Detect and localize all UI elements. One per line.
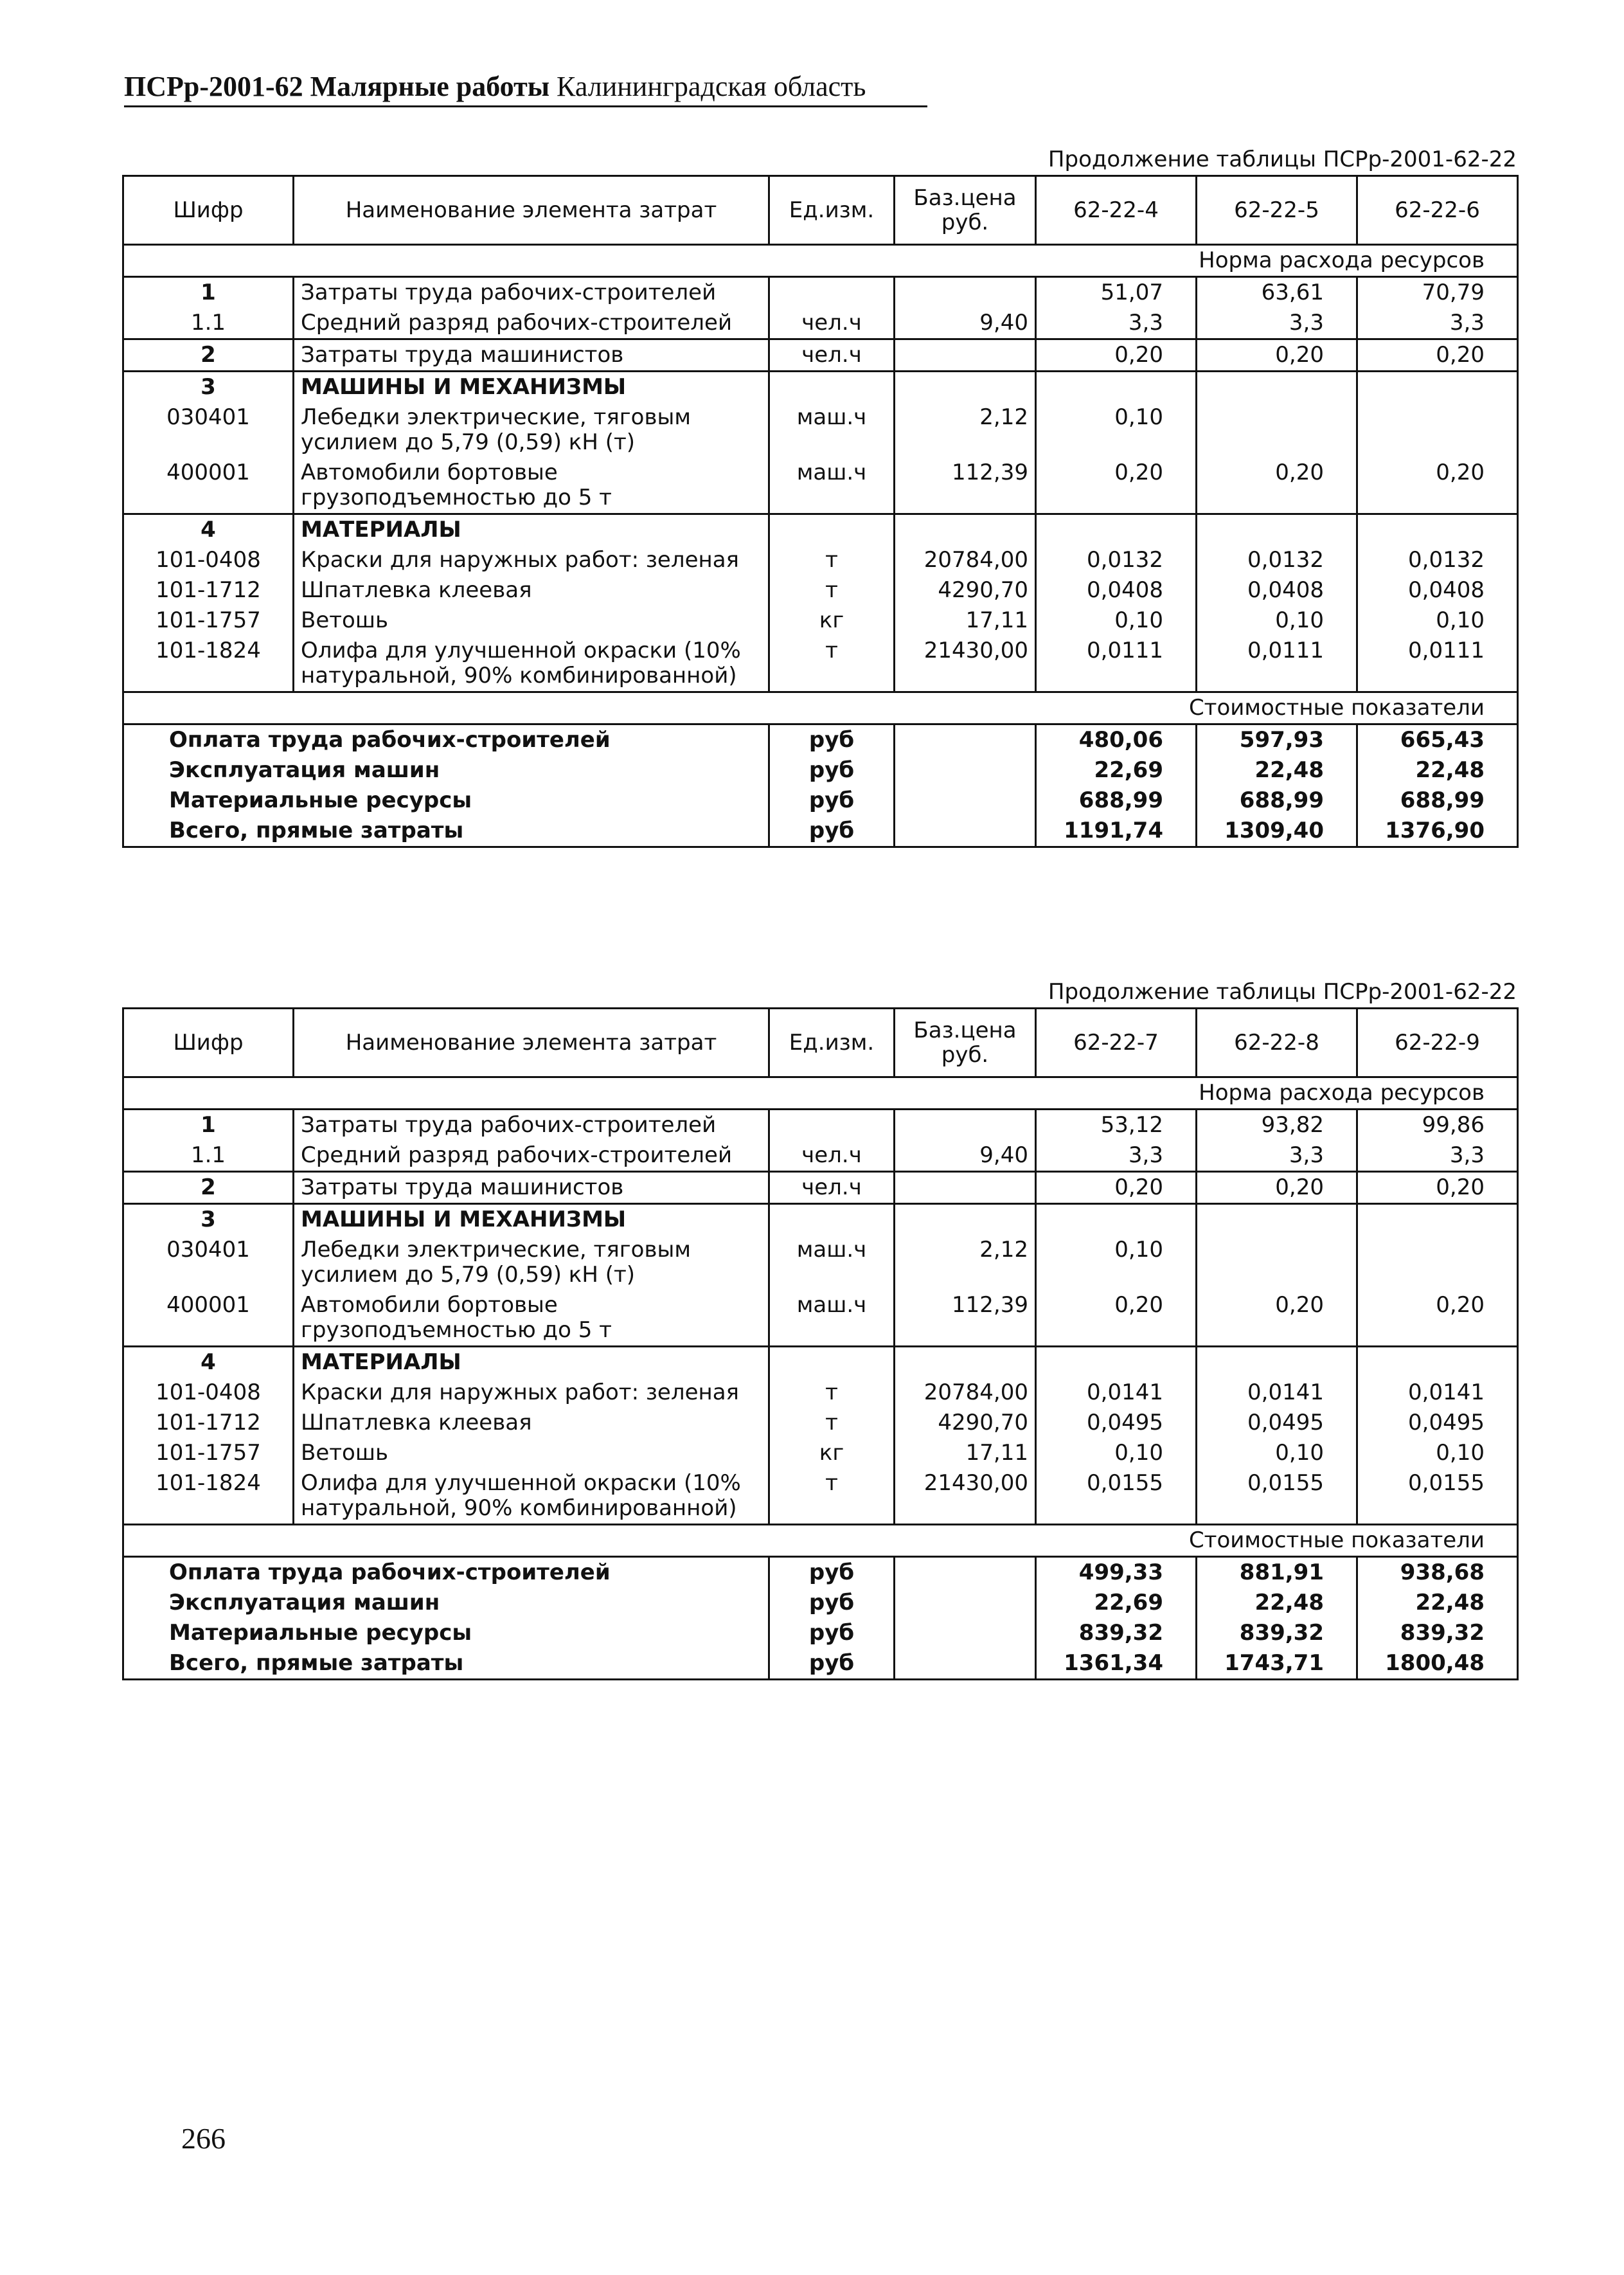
summary-value-3: 1376,90 [1357,816,1518,847]
row-name: Автомобили бортовые грузоподъемностью до 5 т [294,1290,769,1347]
table-row [123,277,1518,309]
summary-unit: руб [769,786,895,816]
summary-price-empty [895,786,1036,816]
row-unit: т [769,1408,895,1438]
row-code: 1 [123,1110,294,1141]
summary-row [123,1557,1518,1588]
resource-table [122,1007,1519,1680]
row-code: 3 [123,372,294,403]
row-unit: т [769,1468,895,1525]
row-value-1: 0,0495 [1036,1408,1197,1438]
summary-price-empty [895,816,1036,847]
row-name: Автомобили бортовые грузоподъемностью до 5 т [294,458,769,514]
summary-price-empty [895,1648,1036,1680]
row-value-1: 0,20 [1036,339,1197,372]
row-unit: т [769,545,895,575]
row-value-2: 3,3 [1197,308,1357,339]
table-row [123,1110,1518,1141]
resource-table [122,175,1519,848]
summary-unit: руб [769,1557,895,1588]
summary-value-1: 22,69 [1036,755,1197,786]
header-col-2: 62-22-5 [1197,176,1357,245]
row-name: Средний разряд рабочих-строителей [294,1140,769,1172]
row-value-3 [1357,1235,1518,1290]
cost-band-row [123,692,1518,724]
row-price: 20784,00 [895,545,1036,575]
row-code: 101-1824 [123,1468,294,1525]
row-price: 9,40 [895,308,1036,339]
row-price [895,277,1036,309]
row-unit: чел.ч [769,1140,895,1172]
row-unit [769,514,895,546]
row-value-3: 0,0155 [1357,1468,1518,1525]
table-row [123,1347,1518,1378]
row-price [895,339,1036,372]
row-value-2 [1197,514,1357,546]
summary-row [123,724,1518,756]
row-value-3: 0,20 [1357,339,1518,372]
row-code: 2 [123,1172,294,1204]
row-value-1: 53,12 [1036,1110,1197,1141]
row-price: 4290,70 [895,575,1036,606]
row-value-3: 0,10 [1357,606,1518,636]
row-value-3: 0,0408 [1357,575,1518,606]
summary-price-empty [895,724,1036,756]
document-region: Калининградская область [557,71,866,102]
row-name: Ветошь [294,606,769,636]
table-row [123,1468,1518,1525]
row-value-1 [1036,1204,1197,1236]
table-row [123,458,1518,514]
summary-unit: руб [769,724,895,756]
table-row [123,1172,1518,1204]
row-unit: т [769,575,895,606]
row-name: Затраты труда рабочих-строителей [294,1110,769,1141]
summary-value-2: 1743,71 [1197,1648,1357,1680]
summary-value-1: 1191,74 [1036,816,1197,847]
row-value-1: 0,0111 [1036,636,1197,692]
row-value-3: 0,0111 [1357,636,1518,692]
row-value-1: 0,0408 [1036,575,1197,606]
row-value-1: 0,0141 [1036,1378,1197,1408]
row-name: Лебедки электрические, тяговым усилием до 5,79 (0,59) кН (т) [294,402,769,458]
row-value-2: 0,0408 [1197,575,1357,606]
row-price [895,372,1036,403]
row-value-1: 51,07 [1036,277,1197,309]
row-code: 101-0408 [123,545,294,575]
header-col-3: 62-22-6 [1357,176,1518,245]
page-header [124,68,927,107]
row-name: Шпатлевка клеевая [294,575,769,606]
row-value-3 [1357,402,1518,458]
row-code: 1 [123,277,294,309]
row-unit: чел.ч [769,1172,895,1204]
row-code: 2 [123,339,294,372]
row-name: МАТЕРИАЛЫ [294,514,769,546]
row-value-2 [1197,1204,1357,1236]
row-value-3: 3,3 [1357,1140,1518,1172]
row-value-3 [1357,514,1518,546]
row-unit [769,372,895,403]
page-number: 266 [181,2122,226,2155]
norm-band-row [123,1077,1518,1110]
table-continuation-caption: Продолжение таблицы ПСРр-2001-62-22 [1048,979,1517,1005]
row-unit: кг [769,1438,895,1468]
row-price: 112,39 [895,458,1036,514]
row-unit [769,1347,895,1378]
summary-name: Всего, прямые затраты [123,1648,769,1680]
summary-value-2: 881,91 [1197,1557,1357,1588]
norm-band-label: Норма расхода ресурсов [123,1077,1518,1110]
row-code: 101-0408 [123,1378,294,1408]
row-value-1: 0,10 [1036,1438,1197,1468]
row-value-2: 93,82 [1197,1110,1357,1141]
row-price: 17,11 [895,1438,1036,1468]
summary-name: Эксплуатация машин [123,1588,769,1618]
header-unit: Ед.изм. [769,176,895,245]
row-value-2: 63,61 [1197,277,1357,309]
table-row [123,402,1518,458]
cost-band-label: Стоимостные показатели [123,692,1518,724]
row-value-1: 3,3 [1036,1140,1197,1172]
table-row [123,1290,1518,1347]
norm-band-label: Норма расхода ресурсов [123,245,1518,277]
summary-row [123,816,1518,847]
row-name: Шпатлевка клеевая [294,1408,769,1438]
row-value-3: 0,10 [1357,1438,1518,1468]
row-name: Затраты труда машинистов [294,339,769,372]
header-unit: Ед.изм. [769,1009,895,1077]
row-value-3: 99,86 [1357,1110,1518,1141]
table-row [123,1378,1518,1408]
row-name: Краски для наружных работ: зеленая [294,545,769,575]
row-name: Лебедки электрические, тяговым усилием до 5,79 (0,59) кН (т) [294,1235,769,1290]
row-name: Олифа для улучшенной окраски (10% натуральной, 90% комбинированной) [294,1468,769,1525]
summary-value-1: 688,99 [1036,786,1197,816]
row-code: 1.1 [123,308,294,339]
summary-row [123,1648,1518,1680]
row-code: 101-1757 [123,606,294,636]
row-value-2: 0,0141 [1197,1378,1357,1408]
row-value-2: 0,20 [1197,458,1357,514]
table-row [123,1140,1518,1172]
row-price [895,514,1036,546]
table-row [123,1438,1518,1468]
row-name: Олифа для улучшенной окраски (10% натуральной, 90% комбинированной) [294,636,769,692]
row-value-2 [1197,1235,1357,1290]
header-price: Баз.цена руб. [895,176,1036,245]
row-value-3: 0,20 [1357,458,1518,514]
table-row [123,1204,1518,1236]
cost-band-label: Стоимостные показатели [123,1525,1518,1557]
row-value-3: 0,20 [1357,1290,1518,1347]
summary-row [123,1618,1518,1648]
summary-price-empty [895,1618,1036,1648]
table-row [123,1235,1518,1290]
summary-value-2: 597,93 [1197,724,1357,756]
summary-value-3: 938,68 [1357,1557,1518,1588]
row-value-1: 0,10 [1036,606,1197,636]
row-unit: чел.ч [769,339,895,372]
table-row [123,339,1518,372]
summary-name: Всего, прямые затраты [123,816,769,847]
row-value-2 [1197,1347,1357,1378]
row-code: 400001 [123,1290,294,1347]
row-name: МАШИНЫ И МЕХАНИЗМЫ [294,372,769,403]
summary-unit: руб [769,1588,895,1618]
table-row [123,514,1518,546]
table-row [123,606,1518,636]
row-value-2: 0,10 [1197,606,1357,636]
row-price [895,1347,1036,1378]
table-row [123,545,1518,575]
row-code: 101-1712 [123,1408,294,1438]
row-unit [769,1204,895,1236]
row-unit: т [769,636,895,692]
row-price: 21430,00 [895,1468,1036,1525]
row-name: Ветошь [294,1438,769,1468]
row-value-3 [1357,1347,1518,1378]
summary-unit: руб [769,1618,895,1648]
row-value-1 [1036,1347,1197,1378]
row-value-1: 0,0155 [1036,1468,1197,1525]
row-code: 101-1824 [123,636,294,692]
row-price [895,1204,1036,1236]
row-price: 2,12 [895,1235,1036,1290]
row-code: 3 [123,1204,294,1236]
summary-name: Эксплуатация машин [123,755,769,786]
summary-value-1: 839,32 [1036,1618,1197,1648]
row-price: 9,40 [895,1140,1036,1172]
row-price: 17,11 [895,606,1036,636]
row-value-2: 0,20 [1197,339,1357,372]
header-col-1: 62-22-4 [1036,176,1197,245]
row-code: 4 [123,1347,294,1378]
header-name: Наименование элемента затрат [294,176,769,245]
header-price: Баз.цена руб. [895,1009,1036,1077]
row-value-2: 0,0111 [1197,636,1357,692]
row-code: 030401 [123,402,294,458]
row-value-3: 3,3 [1357,308,1518,339]
table-row [123,636,1518,692]
row-value-1: 0,20 [1036,1290,1197,1347]
summary-value-3: 665,43 [1357,724,1518,756]
table-row [123,308,1518,339]
table-row [123,575,1518,606]
row-value-1: 0,10 [1036,402,1197,458]
summary-row [123,1588,1518,1618]
row-price: 21430,00 [895,636,1036,692]
row-unit [769,1110,895,1141]
summary-value-3: 22,48 [1357,1588,1518,1618]
row-value-3 [1357,372,1518,403]
row-value-3: 70,79 [1357,277,1518,309]
row-value-1: 3,3 [1036,308,1197,339]
row-price: 2,12 [895,402,1036,458]
header-code: Шифр [123,1009,294,1077]
row-price: 4290,70 [895,1408,1036,1438]
header-code: Шифр [123,176,294,245]
row-name: Затраты труда рабочих-строителей [294,277,769,309]
table-header-row [123,176,1518,245]
summary-value-2: 839,32 [1197,1618,1357,1648]
summary-value-3: 839,32 [1357,1618,1518,1648]
header-col-1: 62-22-7 [1036,1009,1197,1077]
header-name: Наименование элемента затрат [294,1009,769,1077]
summary-row [123,755,1518,786]
row-code: 030401 [123,1235,294,1290]
row-value-1: 0,20 [1036,458,1197,514]
summary-value-1: 499,33 [1036,1557,1197,1588]
row-name: Затраты труда машинистов [294,1172,769,1204]
row-code: 101-1712 [123,575,294,606]
summary-price-empty [895,1557,1036,1588]
row-code: 4 [123,514,294,546]
row-price: 20784,00 [895,1378,1036,1408]
row-name: МАШИНЫ И МЕХАНИЗМЫ [294,1204,769,1236]
row-value-1: 0,0132 [1036,545,1197,575]
summary-row [123,786,1518,816]
summary-value-2: 22,48 [1197,755,1357,786]
summary-unit: руб [769,1648,895,1680]
table-row [123,372,1518,403]
summary-unit: руб [769,755,895,786]
row-value-2 [1197,372,1357,403]
summary-value-3: 1800,48 [1357,1648,1518,1680]
summary-price-empty [895,755,1036,786]
header-col-2: 62-22-8 [1197,1009,1357,1077]
table-header-row [123,1009,1518,1077]
document-code-title: ПСРр-2001-62 Малярные работы [124,71,550,102]
row-unit: чел.ч [769,308,895,339]
row-value-2: 0,0495 [1197,1408,1357,1438]
row-value-3: 0,0132 [1357,545,1518,575]
row-unit: маш.ч [769,1235,895,1290]
summary-value-1: 480,06 [1036,724,1197,756]
summary-name: Материальные ресурсы [123,1618,769,1648]
row-name: МАТЕРИАЛЫ [294,1347,769,1378]
row-value-1 [1036,514,1197,546]
row-code: 1.1 [123,1140,294,1172]
row-unit: маш.ч [769,402,895,458]
summary-unit: руб [769,816,895,847]
summary-name: Оплата труда рабочих-строителей [123,1557,769,1588]
row-value-1 [1036,372,1197,403]
row-unit: маш.ч [769,458,895,514]
row-unit: т [769,1378,895,1408]
row-value-2: 0,20 [1197,1290,1357,1347]
summary-name: Оплата труда рабочих-строителей [123,724,769,756]
row-price [895,1110,1036,1141]
summary-value-2: 1309,40 [1197,816,1357,847]
row-value-3: 0,0141 [1357,1378,1518,1408]
summary-value-2: 688,99 [1197,786,1357,816]
row-value-2: 0,10 [1197,1438,1357,1468]
summary-name: Материальные ресурсы [123,786,769,816]
row-value-1: 0,20 [1036,1172,1197,1204]
cost-band-row [123,1525,1518,1557]
row-unit [769,277,895,309]
summary-value-3: 688,99 [1357,786,1518,816]
row-value-2: 0,0132 [1197,545,1357,575]
row-value-2: 3,3 [1197,1140,1357,1172]
row-code: 400001 [123,458,294,514]
row-name: Средний разряд рабочих-строителей [294,308,769,339]
row-value-2 [1197,402,1357,458]
row-value-2: 0,20 [1197,1172,1357,1204]
row-value-3 [1357,1204,1518,1236]
row-code: 101-1757 [123,1438,294,1468]
header-col-3: 62-22-9 [1357,1009,1518,1077]
norm-band-row [123,245,1518,277]
row-value-2: 0,0155 [1197,1468,1357,1525]
row-value-1: 0,10 [1036,1235,1197,1290]
row-unit: кг [769,606,895,636]
summary-price-empty [895,1588,1036,1618]
row-price: 112,39 [895,1290,1036,1347]
summary-value-3: 22,48 [1357,755,1518,786]
row-value-3: 0,0495 [1357,1408,1518,1438]
row-value-3: 0,20 [1357,1172,1518,1204]
row-price [895,1172,1036,1204]
summary-value-1: 1361,34 [1036,1648,1197,1680]
table-continuation-caption: Продолжение таблицы ПСРр-2001-62-22 [1048,147,1517,172]
row-unit: маш.ч [769,1290,895,1347]
summary-value-1: 22,69 [1036,1588,1197,1618]
table-row [123,1408,1518,1438]
summary-value-2: 22,48 [1197,1588,1357,1618]
row-name: Краски для наружных работ: зеленая [294,1378,769,1408]
